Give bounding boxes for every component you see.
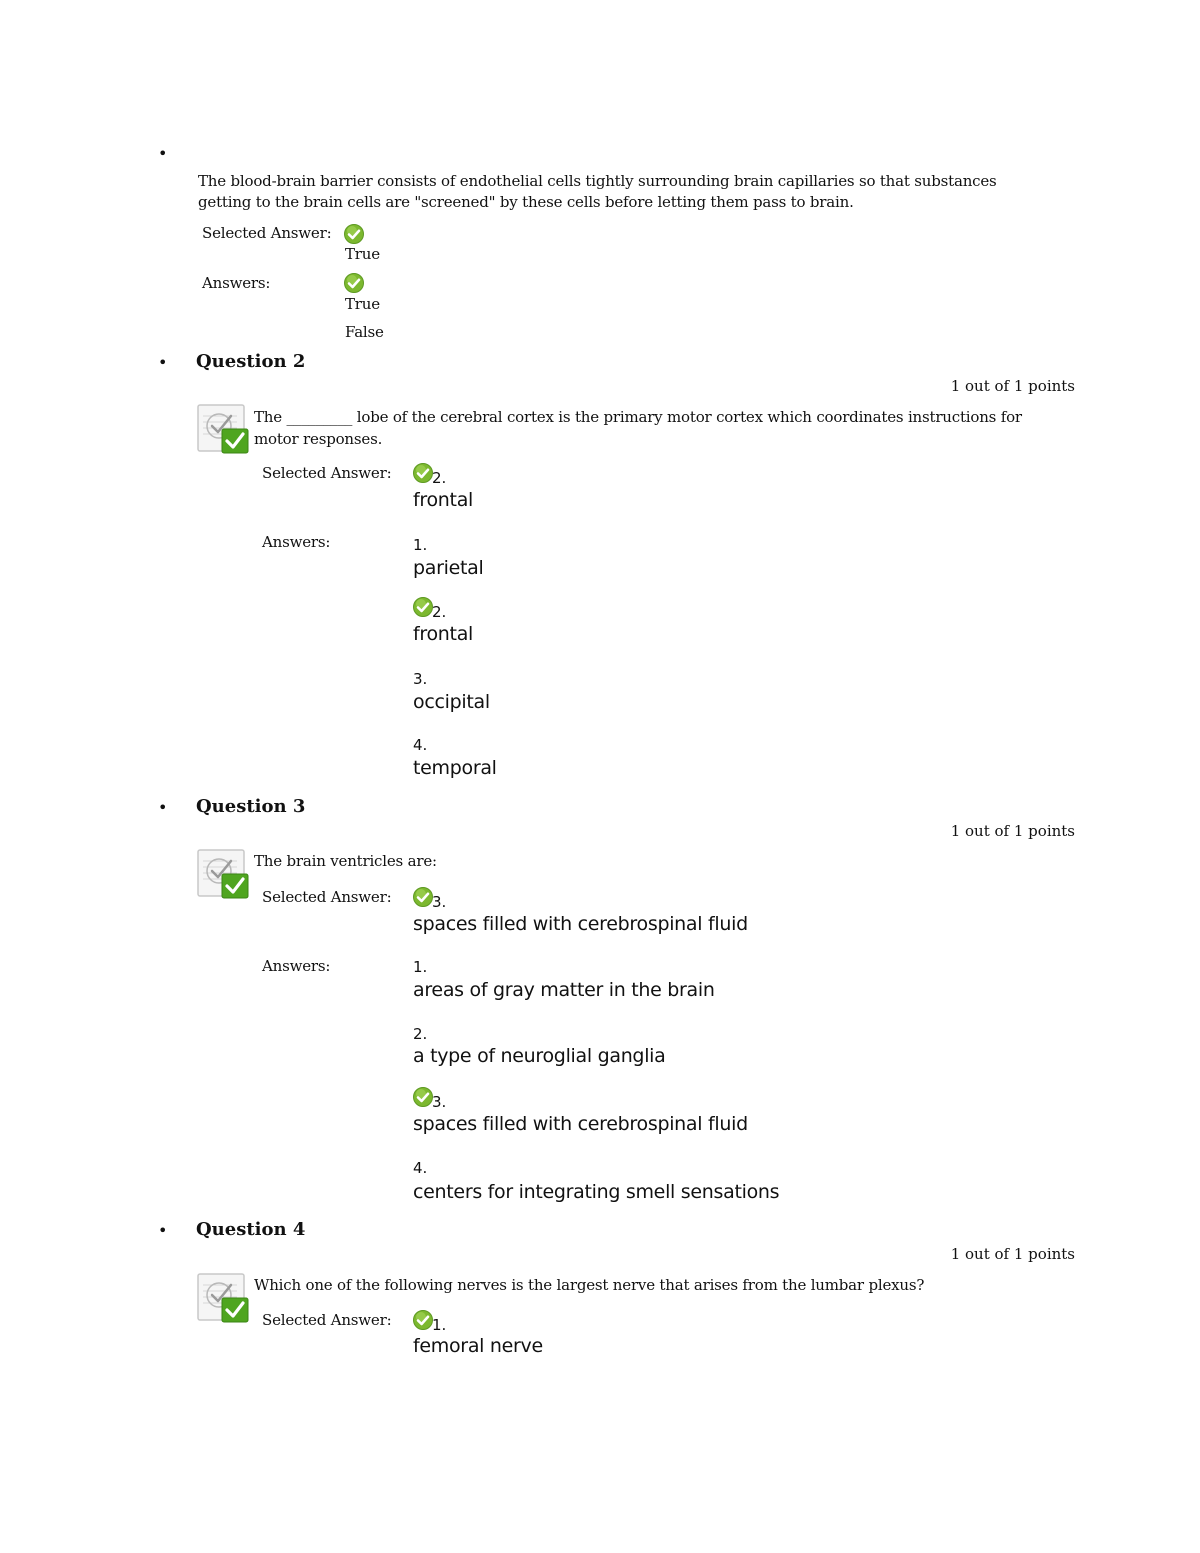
question-title: Question 2: [196, 351, 306, 372]
answer-option: frontal: [413, 623, 474, 645]
correct-check-icon: [413, 887, 433, 907]
correct-check-icon: [413, 1087, 433, 1107]
selected-answer-value: spaces filled with cerebrospinal fluid: [413, 913, 748, 935]
graded-question-icon: [197, 404, 249, 454]
answer-option: parietal: [413, 557, 484, 579]
selected-answer-value: femoral nerve: [413, 1335, 543, 1357]
answer-number: 4.: [413, 736, 428, 754]
answer-option: False: [345, 323, 384, 341]
selected-answer-value: frontal: [413, 489, 474, 511]
selected-answer-number: 3.: [432, 893, 447, 911]
answer-option: areas of gray matter in the brain: [413, 979, 715, 1001]
correct-check-icon: [344, 273, 364, 293]
selected-answer-number: 2.: [432, 469, 447, 487]
question-points: 1 out of 1 points: [950, 1245, 1075, 1263]
correct-check-icon: [413, 463, 433, 483]
answer-option: spaces filled with cerebrospinal fluid: [413, 1113, 748, 1135]
list-bullet: •: [158, 798, 168, 817]
selected-answer-number: 1.: [432, 1316, 447, 1334]
selected-answer-label: Selected Answer:: [262, 464, 392, 482]
correct-check-icon: [413, 1310, 433, 1330]
question-points: 1 out of 1 points: [950, 822, 1075, 840]
question-points: 1 out of 1 points: [950, 377, 1075, 395]
correct-check-icon: [344, 224, 364, 244]
answer-number: 1.: [413, 958, 428, 976]
question-text: The brain ventricles are:: [254, 852, 437, 870]
answers-label: Answers:: [262, 957, 331, 975]
answer-option: a type of neuroglial ganglia: [413, 1045, 666, 1067]
list-bullet: •: [158, 353, 168, 372]
list-bullet: •: [158, 1221, 168, 1240]
answers-label: Answers:: [202, 274, 271, 292]
answer-number: 4.: [413, 1159, 428, 1177]
answer-option: temporal: [413, 757, 497, 779]
question-text: getting to the brain cells are "screened" by these cells before letting them pass to brain.: [198, 193, 854, 211]
correct-check-icon: [413, 597, 433, 617]
answers-label: Answers:: [262, 533, 331, 551]
answer-number: 3.: [413, 670, 428, 688]
answer-number: 3.: [432, 1093, 447, 1111]
question-text: The _________ lobe of the cerebral cortex is the primary motor cortex which coordinates instructions for: [254, 408, 1022, 426]
selected-answer-label: Selected Answer:: [262, 1311, 392, 1329]
answer-number: 2.: [413, 1025, 428, 1043]
graded-question-icon: [197, 849, 249, 899]
question-text: Which one of the following nerves is the largest nerve that arises from the lumbar plexus?: [254, 1276, 925, 1294]
answer-number: 1.: [413, 536, 428, 554]
selected-answer-value: True: [345, 245, 380, 263]
graded-question-icon: [197, 1273, 249, 1323]
list-bullet: •: [158, 144, 168, 163]
answer-option: centers for integrating smell sensations: [413, 1181, 780, 1203]
question-title: Question 4: [196, 1219, 306, 1240]
answer-option: occipital: [413, 691, 490, 713]
question-text: motor responses.: [254, 430, 383, 448]
question-title: Question 3: [196, 796, 306, 817]
selected-answer-label: Selected Answer:: [202, 224, 332, 242]
selected-answer-label: Selected Answer:: [262, 888, 392, 906]
answer-number: 2.: [432, 603, 447, 621]
question-text: The blood-brain barrier consists of endothelial cells tightly surrounding brain capillaries so that substances: [198, 172, 997, 190]
answer-option: True: [345, 295, 380, 313]
